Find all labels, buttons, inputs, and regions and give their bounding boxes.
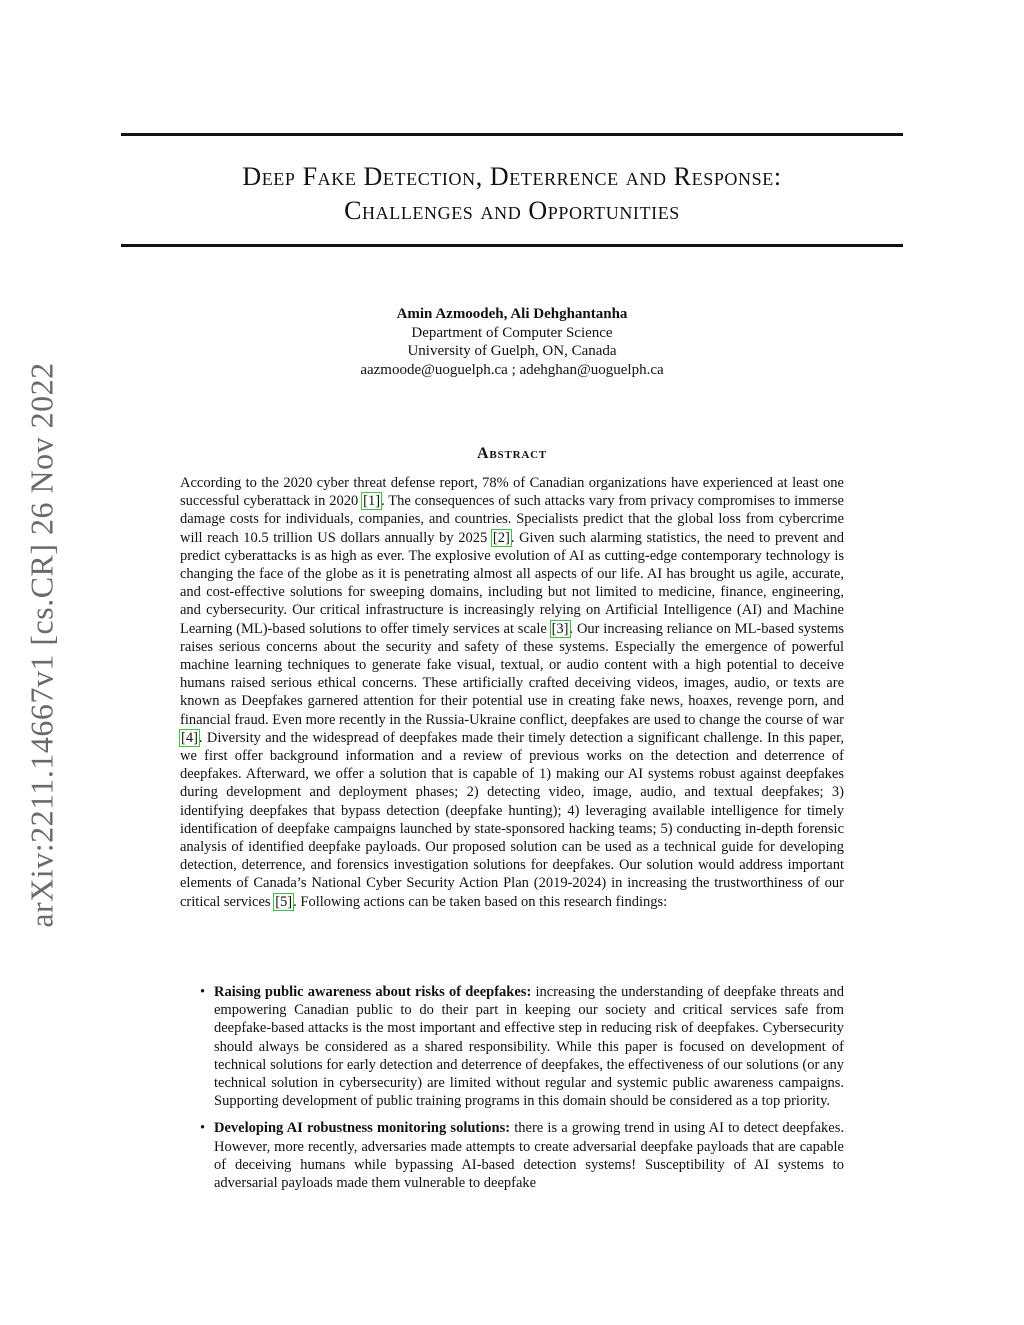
abstract-text: . Following actions can be taken based on this research findings: [293, 893, 668, 910]
bullet-lead: Raising public awareness about risks of deepfakes: [214, 984, 532, 1000]
paper-title-line-2: Challenges and Opportunities [344, 196, 680, 225]
author-university: University of Guelph, ON, Canada [407, 343, 617, 359]
bullet-item [200, 1119, 844, 1192]
title-top-rule [121, 133, 903, 136]
abstract-text: . Given such alarming statistics, the need to prevent and predict cyberattacks is as high as ever. The explosive evolution of AI as cutting-edge contemporary technology is changing the face of the globe as it is penetrating almost all aspects of our life. AI has brought us agile, accurate, and cost-effective solutions for sweeping domains, including but not limited to medicine, finance, engineering, and cybersecurity. Our critical infrastructure is increasingly relying on Artificial Intelligence (AI) and Machine Learning (ML)-based solutions to offer timely services at scale [180, 529, 844, 637]
bullet-text: increasing the understanding of deepfake threats and empowering Canadian public to do their part in keeping our society and critical services safe from deepfake-based attacks is the most important and effective step in reducing risk of deepfakes. Cybersecurity should always be considered as a shared responsibility. While this paper is focused on development of technical solutions for early detection and deterrence of deepfakes, the effectiveness of our solutions (or any technical solution in cybersecurity) are limited without regular and systemic public awareness campaigns. Supporting development of public training programs in this domain should be considered as a top priority. [214, 984, 844, 1110]
arxiv-identifier-stamp: arXiv:2211.14667v1 [cs.CR] 26 Nov 2022 [23, 362, 60, 928]
author-emails: aazmoode@uoguelph.ca ; adehghan@uoguelph.ca [360, 361, 664, 378]
findings-bullet-list [200, 983, 844, 1201]
abstract-body [180, 474, 844, 911]
bullet-marker: • [200, 984, 206, 1000]
author-names: Amin Azmoodeh, Ali Dehghantanha [396, 306, 628, 322]
citation-link[interactable]: [2] [492, 529, 510, 546]
citation-link[interactable]: [5] [275, 893, 293, 910]
bullet-item [200, 983, 844, 1110]
bullet-text: there is a growing trend in using AI to detect deepfakes. However, more recently, adversaries made attempts to create adversarial deepfake payloads that are capable of deceiving humans while bypassing AI-based detection systems! Susceptibility of AI systems to adversarial payloads made them vulnerable to deepfake [214, 1120, 845, 1192]
citation-link[interactable]: [1] [363, 493, 381, 510]
author-department: Department of Computer Science [411, 324, 613, 341]
author-block [121, 305, 903, 379]
abstract-text: According to the 2020 cyber threat defense report, 78% of Canadian organizations have experienced at least one successful cyberattack in 2020 [180, 475, 844, 510]
citation-link[interactable]: [4] [181, 729, 198, 746]
title-bottom-rule [121, 244, 903, 247]
paper-title-line-1: Deep Fake Detection, Deterrence and Response: [242, 162, 782, 191]
bullet-lead: Developing AI robustness monitoring solutions: [214, 1120, 511, 1137]
abstract-text: . Diversity and the widespread of deepfakes made their timely detection a significant challenge. In this paper, we first offer background information and a review of previous works on the detection and deterrence of deepfakes. Afterward, we offer a solution that is capable of 1) making our AI systems robust against deepfakes during development and deployment phases; 2) detecting video, image, audio, and textual deepfakes; 3) identifying deepfakes that bypass detection (deepfake hunting); 4) leveraging available intelligence for timely identification of deepfake campaigns launched by state-sponsored hacking teams; 5) conducting in-depth forensic analysis of identified deepfake payloads. Our proposed solution can be used as a technical guide for developing detection, deterrence, and forensics investigation solutions for deepfakes. Our solution would address important elements of Canada’s National Cyber Security Action Plan (2019-2024) in increasing the trustworthiness of our critical services [180, 729, 844, 910]
abstract-heading: Abstract [477, 445, 547, 462]
abstract-text: . The consequences of such attacks vary from privacy compromises to immerse damage costs for individuals, companies, and countries. Specialists predict that the global loss from cybercrime will reach 10.5 trillion US dollars annually by 2025 [180, 493, 844, 546]
abstract-paragraph [180, 474, 844, 911]
abstract-text: . Our increasing reliance on ML-based systems raises serious concerns about the security and safety of these systems. Especially the emergence of powerful machine learning techniques to generate fake visual, textual, or audio content with a high potential to deceive humans raised serious ethical concerns. These artificially crafted deceiving videos, images, audio, or texts are known as Deepfakes garnered attention for their potential use in creating fake news, hoaxes, revenge porn, and financial fraud. Even more recently in the Russia-Ukraine conflict, deepfakes are used to change the course of war [180, 620, 845, 728]
paper-title [121, 160, 903, 228]
bullet-marker: • [200, 1120, 206, 1137]
citation-link[interactable]: [3] [551, 620, 569, 637]
